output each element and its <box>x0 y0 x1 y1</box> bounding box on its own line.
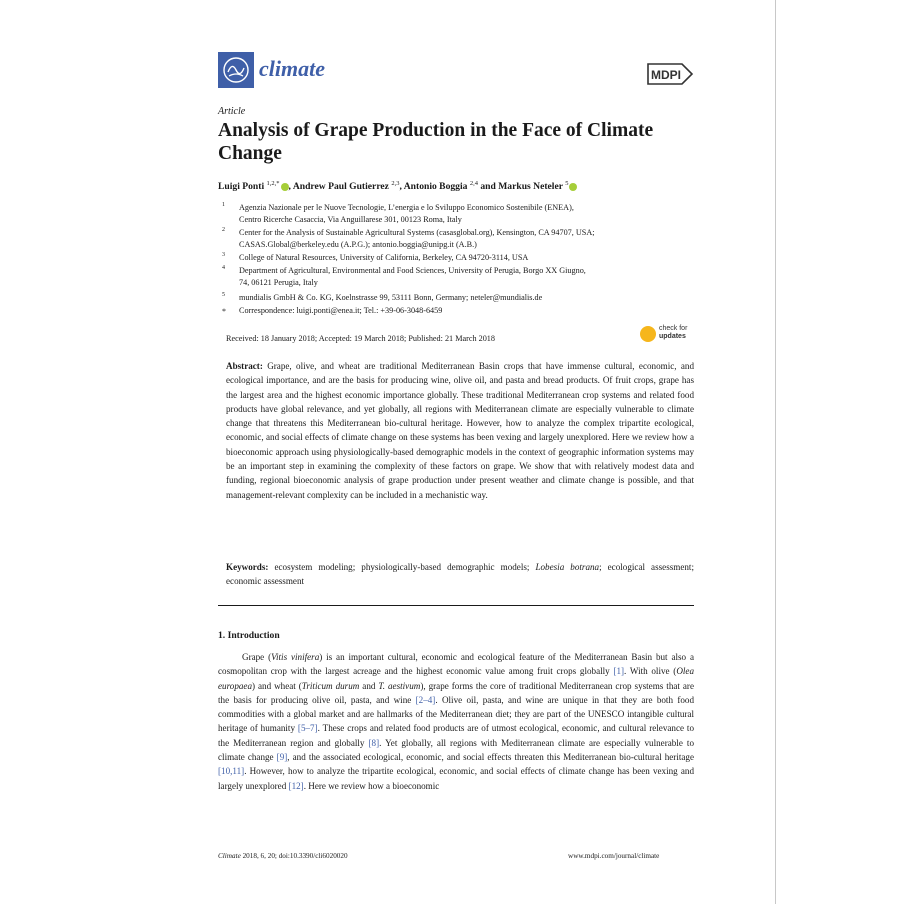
citation-link[interactable]: [12] <box>288 780 304 791</box>
section-heading: 1. Introduction <box>218 630 280 641</box>
keywords-label: Keywords: <box>226 562 269 572</box>
affiliation-line: Agenzia Nazionale per le Nuove Tecnologie, L’energia e lo Sviluppo Economico Sostenibile (ENEA), <box>239 203 574 212</box>
abstract-label: Abstract: <box>226 361 263 371</box>
affiliation-line: Centro Ricerche Casaccia, Via Anguillarese 301, 00123 Roma, Italy <box>239 215 462 224</box>
intro-text: and <box>359 680 379 691</box>
italic-term: T. aestivum <box>378 680 421 691</box>
italic-term: Vitis vinifera <box>271 652 320 662</box>
affiliation-number: * <box>222 307 226 316</box>
author-name[interactable]: Antonio Boggia <box>403 181 468 193</box>
intro-text: ) is an important cultural, economic and ecological feature of the Mediterranean Basin but also a cosmopolitan crop with the largest acreage and the highest economic value among fruit crops globally <box>218 652 694 677</box>
affiliation-line: Center for the Analysis of Sustainable Agricultural Systems (casasglobal.org), Kensington, CA 94707, USA; <box>239 228 595 237</box>
footer-citation-text: 2018, 6, 20; doi:10.3390/cli6020020 <box>240 852 348 860</box>
citation-link[interactable]: [10,11] <box>218 766 245 777</box>
abstract <box>226 359 694 502</box>
journal-logo-icon[interactable] <box>218 52 254 88</box>
check-for-updates-line2: updates <box>659 333 686 340</box>
keywords-text: ; ecological assessment; economic assessment <box>226 562 694 587</box>
author-separator: , <box>399 181 404 193</box>
affiliation-number: 4 <box>222 265 225 271</box>
footer-url[interactable]: www.mdpi.com/journal/climate <box>568 852 660 860</box>
italic-term: Olea europaea <box>218 666 694 691</box>
intro-text: . Olive oil, pasta, and wine are unique in that they are both food commodities with a global market and are hallmarks of the Mediterranean diet; they are part of the UNESCO intangible cultural heritage of humanity <box>218 694 694 734</box>
author-name[interactable]: Andrew Paul Gutierrez <box>292 181 389 193</box>
affiliation-line: Department of Agricultural, Environmental and Food Sciences, University of Perugia, Borgo XX Giugno, <box>239 266 586 275</box>
intro-text: . Yet globally, all regions with Mediterranean climate are especially vulnerable to climate change <box>218 737 694 763</box>
author-list <box>218 180 577 192</box>
intro-text: . These crops and related food products are of utmost ecological, economic, and cultural relevance to the Mediterranean region and globally <box>218 723 695 748</box>
intro-text: . Here we review how a bioeconomic <box>303 780 440 791</box>
affiliation-line: College of Natural Resources, University of California, Berkeley, CA 94720-3114, USA <box>239 253 529 262</box>
citation-link[interactable]: [5–7] <box>297 723 318 734</box>
check-for-updates-badge[interactable] <box>640 324 696 346</box>
orcid-icon[interactable] <box>569 183 577 191</box>
citation-link[interactable]: [9] <box>276 752 288 763</box>
affiliation-number: 2 <box>222 227 225 233</box>
section-divider <box>218 605 694 606</box>
keywords-text: ecosystem modeling; physiologically-based demographic models; <box>268 562 536 572</box>
intro-text: ) and wheat ( <box>252 680 302 691</box>
mdpi-logo-text: MDPI <box>651 68 681 82</box>
affiliation-number: 5 <box>222 292 225 298</box>
affiliation-line: CASAS.Global@berkeley.edu (A.P.G.); antonio.boggia@unipg.it (A.B.) <box>239 240 477 249</box>
affiliation-number: 3 <box>222 252 225 258</box>
intro-text: Grape ( <box>242 652 272 662</box>
affiliation-line: 74, 06121 Perugia, Italy <box>239 278 318 287</box>
affiliation-number: 1 <box>222 202 225 208</box>
publication-dates: Received: 18 January 2018; Accepted: 19 March 2018; Published: 21 March 2018 <box>226 334 495 343</box>
affiliation-line: mundialis GmbH & Co. KG, Koelnstrasse 99, 53111 Bonn, Germany; neteler@mundialis.de <box>239 293 543 302</box>
keywords <box>226 560 694 589</box>
italic-term: Triticum durum <box>301 680 360 691</box>
citation-link[interactable]: [1] <box>613 666 625 677</box>
author-affiliation-marks: 2,4 <box>469 180 478 187</box>
citation-link[interactable]: [2–4] <box>415 694 436 705</box>
author-name[interactable]: Markus Neteler <box>498 181 563 193</box>
author-name[interactable]: Luigi Ponti <box>218 181 265 193</box>
affiliation-line: Correspondence: luigi.ponti@enea.it; Tel.: +39-06-3048-6459 <box>239 306 443 315</box>
author-separator: and <box>477 181 499 193</box>
footer-citation <box>218 852 348 860</box>
author-affiliation-marks: 5 <box>565 180 569 187</box>
mdpi-logo-icon[interactable] <box>646 58 694 90</box>
intro-text: . With olive ( <box>624 666 677 677</box>
author-affiliation-marks: 2,3 <box>391 180 400 187</box>
intro-text: ), grape forms the core of traditional Mediterranean crop systems that are the basis for producing olive oil, pasta, and wine <box>218 680 694 705</box>
author-separator: , <box>288 181 293 193</box>
article-type: Article <box>218 106 246 117</box>
check-for-updates-line1: check for <box>659 325 688 332</box>
journal-name[interactable]: climate <box>259 56 325 81</box>
keywords-italic: Lobesia botrana <box>535 562 600 572</box>
citation-link[interactable]: [8] <box>368 737 380 748</box>
intro-paragraph <box>218 650 694 793</box>
author-affiliation-marks: 1,2,* <box>266 180 280 187</box>
check-for-updates-icon <box>640 326 656 342</box>
footer-journal: Climate <box>218 852 241 860</box>
abstract-text: Grape, olive, and wheat are traditional Mediterranean Basin crops that have immense cultural, economic, and ecological importance, and are the basis for producing wine, olive oil, and pasta and bread products. Of fruit crops, grape has the largest area and the highest economic importance globally. These traditional Mediterranean crop systems and related food products have global relevance, and yet globally, all regions with Mediterranean climate are especially vulnerable to climate change that threatens this Mediterranean bio-cultural heritage. However, how to analyze the complex tripartite ecological, economic, and social effects of climate change on these systems has been vexing and largely unexplored. Here we review how a bioeconomic approach using physiologically-based demographic models in the context of geographic information systems may be an important step in examining the complexity of these factors on grape. We show that with relatively modest data and funding, regional bioeconomic analysis of grape production under present weather and climate change is possible, and that management-relevant complexity can be included in a mechanistic way. <box>226 361 694 500</box>
orcid-icon[interactable] <box>281 183 289 191</box>
paper-title: Analysis of Grape Production in the Face of Climate Change <box>218 120 654 164</box>
intro-text: , and the associated ecological, economic, and social effects threaten this Mediterranean bio-cultural heritage <box>287 752 694 763</box>
intro-text: . However, how to analyze the tripartite ecological, economic, and social effects of climate change has been vexing and largely unexplored <box>218 766 694 791</box>
